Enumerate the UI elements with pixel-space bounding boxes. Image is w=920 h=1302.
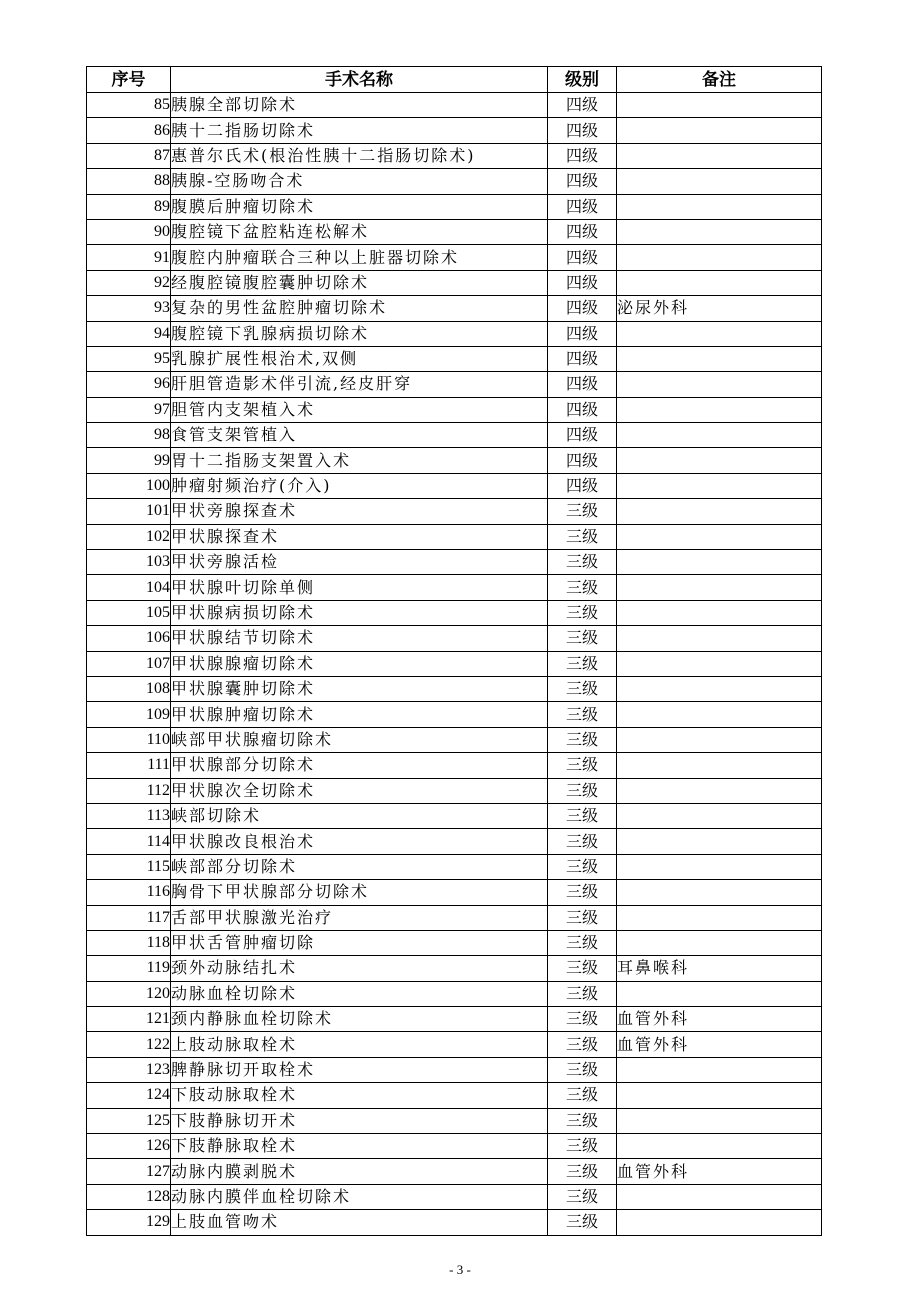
cell-note: 血管外科: [617, 1007, 822, 1032]
table-row: [87, 423, 822, 448]
cell-no: 125: [87, 1108, 171, 1133]
table-row: [87, 803, 822, 828]
cell-no: 95: [87, 346, 171, 371]
table-row: [87, 169, 822, 194]
cell-name: 胃十二指肠支架置入术: [171, 448, 548, 473]
cell-no: 93: [87, 296, 171, 321]
cell-note: [617, 753, 822, 778]
cell-no: 96: [87, 372, 171, 397]
table-row: [87, 702, 822, 727]
cell-level: 四级: [548, 245, 617, 270]
table-row: [87, 1210, 822, 1235]
cell-level: 三级: [548, 676, 617, 701]
cell-note: [617, 524, 822, 549]
cell-note: [617, 372, 822, 397]
cell-no: 86: [87, 118, 171, 143]
cell-level: 三级: [548, 778, 617, 803]
cell-name: 动脉血栓切除术: [171, 981, 548, 1006]
cell-no: 122: [87, 1032, 171, 1057]
table-row: [87, 651, 822, 676]
cell-name: 峡部甲状腺瘤切除术: [171, 727, 548, 752]
page-number: - 3 -: [449, 1262, 471, 1277]
cell-name: 脾静脉切开取栓术: [171, 1057, 548, 1082]
cell-level: 三级: [548, 1108, 617, 1133]
table-row: [87, 1184, 822, 1209]
cell-name: 甲状旁腺活检: [171, 550, 548, 575]
cell-no: 118: [87, 930, 171, 955]
cell-note: [617, 981, 822, 1006]
cell-no: 105: [87, 600, 171, 625]
cell-note: [617, 651, 822, 676]
table-row: [87, 727, 822, 752]
cell-note: [617, 778, 822, 803]
cell-no: 100: [87, 473, 171, 498]
cell-no: 115: [87, 854, 171, 879]
table-row: [87, 829, 822, 854]
cell-note: [617, 194, 822, 219]
cell-name: 甲状腺探查术: [171, 524, 548, 549]
cell-level: 三级: [548, 1057, 617, 1082]
table-row: [87, 854, 822, 879]
cell-name: 肿瘤射频治疗(介入): [171, 473, 548, 498]
cell-name: 甲状腺次全切除术: [171, 778, 548, 803]
cell-no: 94: [87, 321, 171, 346]
cell-note: [617, 1108, 822, 1133]
cell-name: 腹腔内肿瘤联合三种以上脏器切除术: [171, 245, 548, 270]
cell-no: 121: [87, 1007, 171, 1032]
table-row: [87, 397, 822, 422]
cell-note: [617, 880, 822, 905]
table-row: [87, 346, 822, 371]
cell-name: 下肢静脉切开术: [171, 1108, 548, 1133]
cell-note: [617, 219, 822, 244]
cell-no: 85: [87, 93, 171, 118]
cell-level: 三级: [548, 753, 617, 778]
cell-level: 三级: [548, 1134, 617, 1159]
cell-level: 四级: [548, 219, 617, 244]
cell-no: 98: [87, 423, 171, 448]
cell-note: [617, 499, 822, 524]
table-row: [87, 499, 822, 524]
table-row: [87, 930, 822, 955]
cell-no: 117: [87, 905, 171, 930]
cell-no: 127: [87, 1159, 171, 1184]
cell-no: 108: [87, 676, 171, 701]
cell-name: 甲状腺囊肿切除术: [171, 676, 548, 701]
cell-name: 峡部切除术: [171, 803, 548, 828]
cell-name: 舌部甲状腺激光治疗: [171, 905, 548, 930]
cell-note: [617, 448, 822, 473]
cell-note: 血管外科: [617, 1032, 822, 1057]
table-row: [87, 778, 822, 803]
header-level: 级别: [548, 67, 617, 93]
cell-level: 四级: [548, 194, 617, 219]
cell-note: [617, 1057, 822, 1082]
cell-note: [617, 169, 822, 194]
table-row: [87, 296, 822, 321]
cell-level: 三级: [548, 1083, 617, 1108]
cell-note: [617, 270, 822, 295]
cell-name: 上肢动脉取栓术: [171, 1032, 548, 1057]
table-row: [87, 194, 822, 219]
cell-no: 110: [87, 727, 171, 752]
cell-level: 四级: [548, 397, 617, 422]
cell-level: 四级: [548, 473, 617, 498]
cell-name: 乳腺扩展性根治术,双侧: [171, 346, 548, 371]
cell-no: 129: [87, 1210, 171, 1235]
cell-note: [617, 727, 822, 752]
cell-no: 87: [87, 143, 171, 168]
cell-no: 116: [87, 880, 171, 905]
cell-no: 109: [87, 702, 171, 727]
cell-level: 三级: [548, 600, 617, 625]
cell-level: 四级: [548, 321, 617, 346]
table-row: [87, 93, 822, 118]
cell-name: 甲状腺病损切除术: [171, 600, 548, 625]
cell-no: 92: [87, 270, 171, 295]
cell-name: 下肢动脉取栓术: [171, 1083, 548, 1108]
cell-level: 三级: [548, 1032, 617, 1057]
cell-name: 胸骨下甲状腺部分切除术: [171, 880, 548, 905]
cell-name: 复杂的男性盆腔肿瘤切除术: [171, 296, 548, 321]
cell-note: [617, 118, 822, 143]
cell-note: [617, 1083, 822, 1108]
cell-level: 三级: [548, 930, 617, 955]
table-row: [87, 956, 822, 981]
cell-no: 106: [87, 626, 171, 651]
table-row: [87, 880, 822, 905]
table-row: [87, 1083, 822, 1108]
cell-no: 89: [87, 194, 171, 219]
cell-name: 惠普尔氏术(根治性胰十二指肠切除术): [171, 143, 548, 168]
cell-no: 88: [87, 169, 171, 194]
cell-name: 颈外动脉结扎术: [171, 956, 548, 981]
cell-note: 血管外科: [617, 1159, 822, 1184]
cell-no: 126: [87, 1134, 171, 1159]
cell-no: 128: [87, 1184, 171, 1209]
cell-name: 胆管内支架植入术: [171, 397, 548, 422]
cell-name: 甲状腺叶切除单侧: [171, 575, 548, 600]
cell-no: 99: [87, 448, 171, 473]
cell-name: 甲状舌管肿瘤切除: [171, 930, 548, 955]
cell-name: 上肢血管吻术: [171, 1210, 548, 1235]
cell-level: 三级: [548, 1007, 617, 1032]
cell-name: 甲状腺部分切除术: [171, 753, 548, 778]
cell-name: 颈内静脉血栓切除术: [171, 1007, 548, 1032]
surgery-table: [86, 66, 822, 1236]
cell-note: [617, 702, 822, 727]
cell-level: 三级: [548, 1159, 617, 1184]
cell-name: 下肢静脉取栓术: [171, 1134, 548, 1159]
cell-level: 四级: [548, 296, 617, 321]
cell-note: [617, 1184, 822, 1209]
cell-note: 泌尿外科: [617, 296, 822, 321]
cell-note: [617, 397, 822, 422]
cell-level: 四级: [548, 346, 617, 371]
cell-level: 三级: [548, 702, 617, 727]
cell-no: 111: [87, 753, 171, 778]
cell-no: 114: [87, 829, 171, 854]
table-row: [87, 321, 822, 346]
cell-name: 腹膜后肿瘤切除术: [171, 194, 548, 219]
cell-level: 三级: [548, 499, 617, 524]
cell-note: [617, 143, 822, 168]
cell-name: 甲状腺肿瘤切除术: [171, 702, 548, 727]
table-row: [87, 1159, 822, 1184]
cell-note: [617, 550, 822, 575]
cell-no: 124: [87, 1083, 171, 1108]
table-row: [87, 1108, 822, 1133]
table-row: [87, 626, 822, 651]
table-row: [87, 118, 822, 143]
cell-level: 四级: [548, 169, 617, 194]
cell-no: 102: [87, 524, 171, 549]
table-body: [87, 93, 822, 1236]
table-row: [87, 372, 822, 397]
table-row: [87, 245, 822, 270]
table-row: [87, 753, 822, 778]
cell-level: 四级: [548, 448, 617, 473]
header-note: 备注: [617, 67, 822, 93]
cell-no: 119: [87, 956, 171, 981]
cell-note: [617, 1210, 822, 1235]
table-row: [87, 905, 822, 930]
cell-note: [617, 930, 822, 955]
table-row: [87, 600, 822, 625]
table-row: [87, 1057, 822, 1082]
cell-name: 动脉内膜剥脱术: [171, 1159, 548, 1184]
cell-name: 肝胆管造影术伴引流,经皮肝穿: [171, 372, 548, 397]
cell-note: [617, 321, 822, 346]
cell-name: 经腹腔镜腹腔囊肿切除术: [171, 270, 548, 295]
table-header-row: [87, 67, 822, 93]
cell-note: [617, 93, 822, 118]
cell-no: 123: [87, 1057, 171, 1082]
cell-level: 三级: [548, 829, 617, 854]
cell-note: [617, 245, 822, 270]
table-row: [87, 270, 822, 295]
cell-no: 120: [87, 981, 171, 1006]
table-row: [87, 575, 822, 600]
cell-no: 97: [87, 397, 171, 422]
cell-name: 甲状腺腺瘤切除术: [171, 651, 548, 676]
table-row: [87, 524, 822, 549]
cell-level: 三级: [548, 981, 617, 1006]
cell-note: [617, 346, 822, 371]
cell-level: 三级: [548, 854, 617, 879]
cell-note: [617, 803, 822, 828]
cell-level: 三级: [548, 626, 617, 651]
cell-level: 四级: [548, 372, 617, 397]
cell-no: 112: [87, 778, 171, 803]
cell-name: 甲状腺结节切除术: [171, 626, 548, 651]
table-row: [87, 1134, 822, 1159]
table-row: [87, 550, 822, 575]
cell-level: 四级: [548, 118, 617, 143]
cell-note: [617, 905, 822, 930]
table-row: [87, 219, 822, 244]
cell-level: 四级: [548, 423, 617, 448]
cell-no: 101: [87, 499, 171, 524]
cell-no: 104: [87, 575, 171, 600]
cell-name: 峡部部分切除术: [171, 854, 548, 879]
table-row: [87, 676, 822, 701]
table-row: [87, 448, 822, 473]
cell-level: 四级: [548, 270, 617, 295]
cell-no: 90: [87, 219, 171, 244]
cell-note: [617, 423, 822, 448]
cell-note: [617, 575, 822, 600]
cell-note: [617, 1134, 822, 1159]
cell-name: 腹腔镜下盆腔粘连松解术: [171, 219, 548, 244]
cell-name: 腹腔镜下乳腺病损切除术: [171, 321, 548, 346]
cell-level: 四级: [548, 143, 617, 168]
cell-name: 甲状腺改良根治术: [171, 829, 548, 854]
cell-no: 91: [87, 245, 171, 270]
cell-level: 三级: [548, 524, 617, 549]
cell-level: 四级: [548, 93, 617, 118]
cell-level: 三级: [548, 727, 617, 752]
table-row: [87, 1007, 822, 1032]
cell-note: [617, 626, 822, 651]
table-row: [87, 143, 822, 168]
cell-level: 三级: [548, 651, 617, 676]
cell-level: 三级: [548, 1210, 617, 1235]
cell-name: 动脉内膜伴血栓切除术: [171, 1184, 548, 1209]
cell-name: 食管支架管植入: [171, 423, 548, 448]
cell-name: 胰十二指肠切除术: [171, 118, 548, 143]
cell-note: [617, 829, 822, 854]
header-no: 序号: [87, 67, 171, 93]
cell-name: 胰腺-空肠吻合术: [171, 169, 548, 194]
table-row: [87, 473, 822, 498]
cell-name: 胰腺全部切除术: [171, 93, 548, 118]
cell-note: [617, 676, 822, 701]
table-row: [87, 1032, 822, 1057]
cell-level: 三级: [548, 956, 617, 981]
cell-no: 107: [87, 651, 171, 676]
cell-no: 113: [87, 803, 171, 828]
cell-note: [617, 600, 822, 625]
cell-level: 三级: [548, 550, 617, 575]
cell-level: 三级: [548, 803, 617, 828]
cell-no: 103: [87, 550, 171, 575]
cell-level: 三级: [548, 905, 617, 930]
cell-note: [617, 473, 822, 498]
cell-note: [617, 854, 822, 879]
cell-level: 三级: [548, 1184, 617, 1209]
cell-name: 甲状旁腺探查术: [171, 499, 548, 524]
cell-level: 三级: [548, 575, 617, 600]
cell-level: 三级: [548, 880, 617, 905]
cell-note: 耳鼻喉科: [617, 956, 822, 981]
header-name: 手术名称: [171, 67, 548, 93]
table-row: [87, 981, 822, 1006]
